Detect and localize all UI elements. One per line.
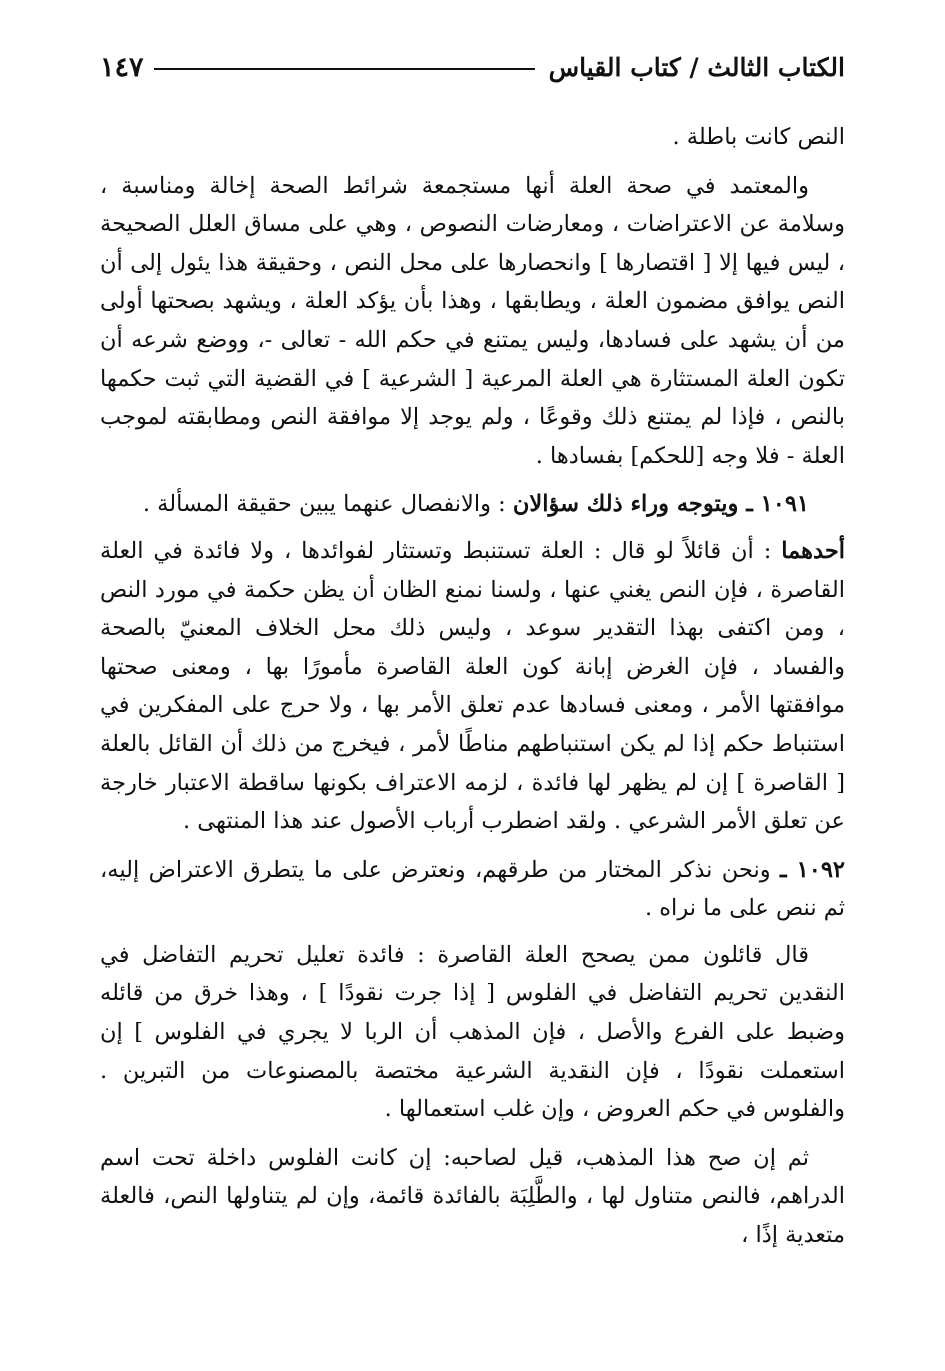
paragraph-text: : أن قائلاً لو قال : العلة تستنبط وتستثار لفوائدها ، ولا فائدة في العلة القاصرة ، فإن النص يغني عنها ، ولسنا نمنع الظان أن يظن حكمة في مورد النص ، ومن اكتفى بهذا التقدير سوعد ، وليس ذلك محل الخلاف المعنيّ بالصحة والفساد ، فإن الغرض إبانة كون العلة القاصرة مأمورًا بها ، ومعنى صحتها موافقتها الأمر ، ومعنى فسادها عدم تعلق الأمر بها ، ولا حرج على المفكرين في استنباط حكم إذا لم يكن استنباطهم مناطًا لأمر ، فيخرج من ذلك أن القائل بالعلة [ القاصرة ] إن لم يظهر لها فائدة ، لزمه الاعتراف بكونها ساقطة الاعتبار خارجة عن تعلق الأمر الشرعي . ولقد اضطرب أرباب الأصول عند هذا المنتهى . — [100, 537, 845, 835]
paragraph-text: : والانفصال عنهما يبين حقيقة المسألة . — [142, 491, 513, 518]
running-title: الكتاب الثالث / كتاب القياس — [548, 52, 845, 82]
paragraph-first-question — [100, 532, 845, 841]
paragraph-text: ونحن نذكر المختار من طرقهم، ونعترض على ما يتطرق الاعتراض إليه، ثم ننص على ما نراه . — [100, 856, 845, 922]
paragraph — [100, 1139, 845, 1255]
paragraph-text: ثم إن صح هذا المذهب، قيل لصاحبه: إن كانت الفلوس داخلة تحت اسم الدراهم، فالنص متناول لها ، والطَّلِبَة بالفائدة قائمة، وإن لم يتناولها النص، فالعلة متعدية إذًا ، — [100, 1144, 845, 1249]
page-header — [100, 44, 845, 90]
paragraph-text: النص كانت باطلة . — [672, 124, 845, 150]
section-1091 — [100, 485, 845, 524]
paragraph — [100, 167, 845, 476]
section-1092 — [100, 851, 845, 928]
body-text — [100, 118, 845, 1265]
paragraph-text: والمعتمد في صحة العلة أنها مستجمعة شرائط الصحة إخالة ومناسبة ، وسلامة عن الاعتراضات ، ومعارضات النصوص ، وهي على مساق العلل الصحيحة ، ليس فيها إلا [ اقتصارها ] وانحصارها على محل النص ، وحقيقة هذا يئول إلى أن النص يوافق مضمون العلة ، ويطابقها ، وهذا بأن يؤكد العلة ، ويشهد بصحتها أولى من أن يشهد على فسادها، وليس يمتنع في حكم الله - تعالى -، ووضع شرعه أن تكون العلة المستثارة هي العلة المرعية [ الشرعية ] في القضية التي ثبت حكمها بالنص ، فإذا لم يمتنع ذلك وقوعًا ، ولم يوجد إلا موافقة النص ومطابقته لموجب العلة - فلا وجه [للحكم] بفسادها . — [100, 172, 845, 469]
paragraph-lead: أحدهما — [781, 537, 845, 564]
header-rule — [154, 68, 535, 70]
section-number-1092: ١٠٩٢ ـ — [779, 856, 845, 883]
paragraph-continuation — [100, 118, 845, 157]
paragraph — [100, 936, 845, 1129]
page-number: ١٤٧ — [100, 51, 144, 83]
section-number-1091: ١٠٩١ ـ ويتوجه وراء ذلك سؤالان — [512, 491, 809, 518]
paragraph-text: قال قائلون ممن يصحح العلة القاصرة : فائدة تعليل تحريم التفاضل في النقدين تحريم التفاضل في الفلوس [ إذا جرت نقودًا ] ، وهذا خرق من قائله وضبط على الفرع والأصل ، فإن المذهب أن الربا لا يجري في الفلوس ] إن استعملت نقودًا ، فإن النقدية الشرعية مختصة بالمصنوعات من التبرين . والفلوس في حكم العروض ، وإن غلب استعمالها . — [100, 941, 845, 1123]
